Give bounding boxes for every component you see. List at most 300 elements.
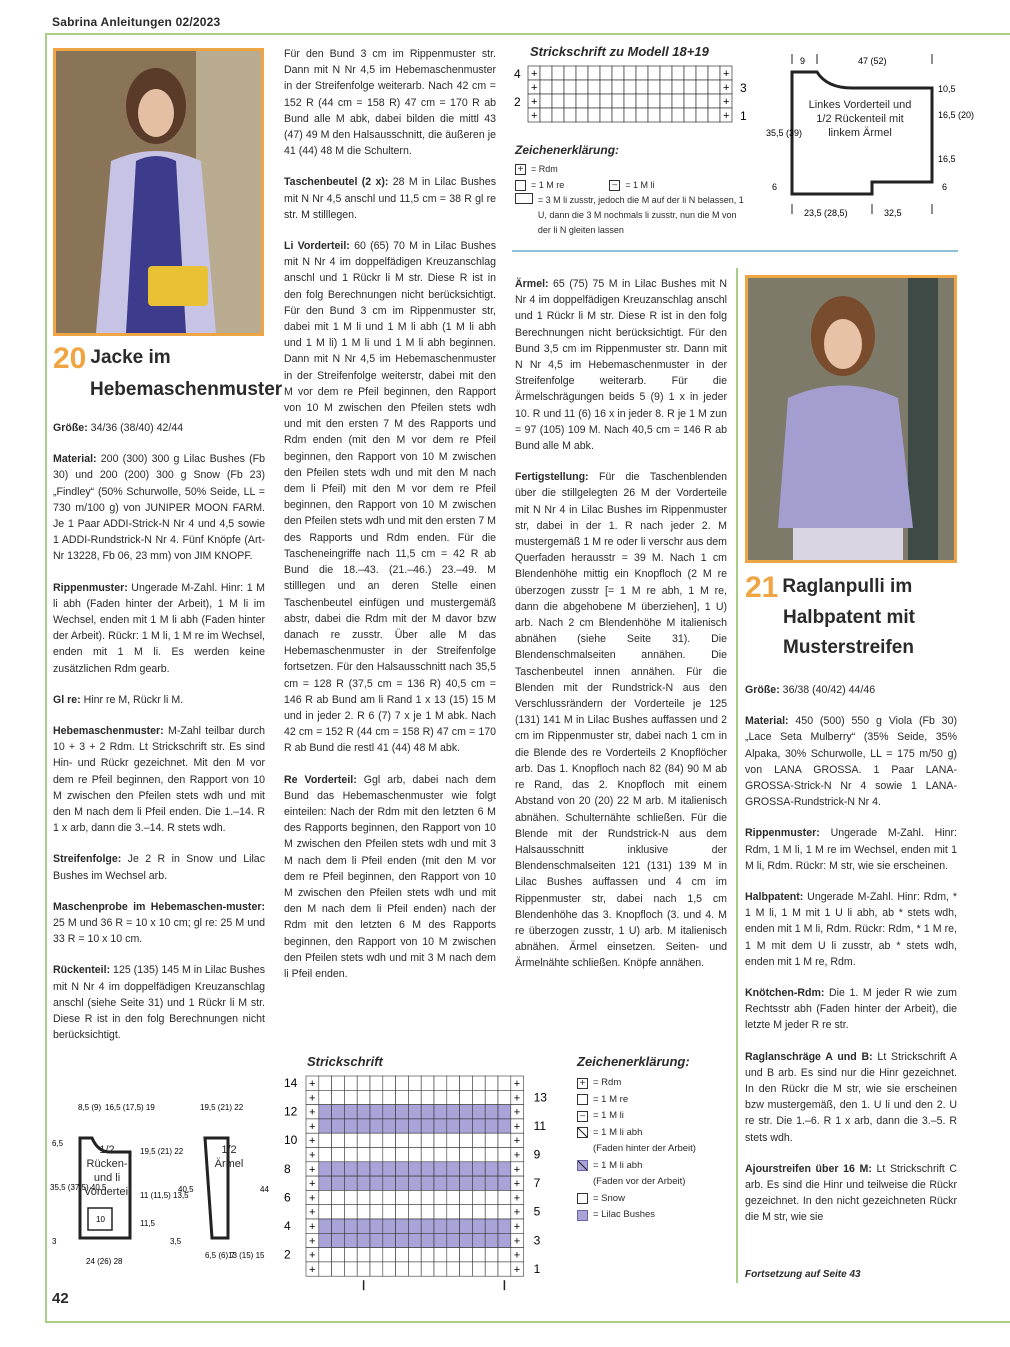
m21-raglan-label: Raglanschräge A und B: (745, 1050, 873, 1063)
chart-cell (708, 108, 720, 122)
chart-cell (447, 1190, 460, 1204)
chart-cell (600, 66, 612, 80)
dash-symbol-icon: – (577, 1111, 588, 1122)
jacket-photo-illustration (56, 51, 261, 333)
model-20-number: 20 (53, 342, 87, 375)
chart-cell (485, 1248, 498, 1262)
chart-cell (396, 1248, 409, 1262)
m21-material-text: 450 (500) 550 g Viola (Fb 30) „Lace Seta Mulberry“ (35% Seide, 35% Alpaka, 30% Schurwolle, LL = 175 m/50 g) von LANA GROSSA. 1 Paar LANA-GROSSA-Strick-N Nr 4 sowie 1 LANA-GROSSA-Rundstrick-N Nr 4. (745, 715, 957, 809)
chart-cell (421, 1248, 434, 1262)
chart-cell (434, 1076, 447, 1090)
chart-cell (612, 66, 624, 80)
chart-cell (485, 1205, 498, 1219)
chart-cell (319, 1119, 332, 1133)
chart-cell (498, 1219, 511, 1233)
chart-cell (370, 1105, 383, 1119)
chart-cell (319, 1233, 332, 1247)
chart-cell (357, 1205, 370, 1219)
chart-cell (383, 1248, 396, 1262)
bottom-knitting-chart (282, 1068, 552, 1298)
chart-cell (672, 108, 684, 122)
chart-cell (408, 1133, 421, 1147)
chart-row-number: 1 (533, 1261, 541, 1276)
chart-cell (564, 94, 576, 108)
chart-cell (588, 66, 600, 80)
chart-row-number: 10 (284, 1133, 298, 1148)
material-text: 200 (300) 300 g Lilac Bushes (Fb 30) und 200 (200) 300 g Snow (Fb 23) „Findley“ (50% Schurwolle, 50% Seide, LL = 730 m/100 g) von JUNIPER MOON FARM. Je 1 Paar ADDI-Strick-N Nr 4 und 4,5 sowie 1 ADDI-Rundstrick-N Nr 4. Fünf Knöpfe (Art-Nr 13228, Fb 06, 23 mm) von JIM KNOPF. (53, 453, 265, 563)
chart-cell (396, 1262, 409, 1276)
chart-cell (319, 1162, 332, 1176)
chart-cell-mark: + (723, 68, 730, 80)
chart-cell (708, 80, 720, 94)
chart-cell (684, 108, 696, 122)
chart-cell (383, 1105, 396, 1119)
chart-cell (460, 1176, 473, 1190)
column-2 (284, 46, 496, 997)
dash-symbol-icon: – (609, 180, 620, 191)
chart-cell (344, 1248, 357, 1262)
chart-cell (370, 1162, 383, 1176)
chart-cell (460, 1162, 473, 1176)
lilac-swatch-icon (577, 1210, 588, 1221)
chart-cell (447, 1176, 460, 1190)
chart-cell (460, 1248, 473, 1262)
chart-cell (408, 1090, 421, 1104)
chart-cell (408, 1219, 421, 1233)
bottom-legend (577, 1075, 696, 1224)
chart-cell-mark: + (309, 1206, 316, 1219)
chart-cell (421, 1119, 434, 1133)
chart-cell-mark: + (309, 1163, 316, 1176)
m21-size-label: Größe: (745, 684, 780, 696)
chart-cell (357, 1219, 370, 1233)
rippen-text: Ungerade M-Zahl. Hinr: 1 M li abh (Faden hinter der Arbeit), 1 M li im Wechsel, enden mit 1 M li abh (Faden hinter der Arbeit). Rückr: 1 M li, 1 M re im Wechsel, enden mit 1 M li. Es werden keine zusätzlichen Rdm gearb. (53, 581, 265, 675)
chart-cell (447, 1248, 460, 1262)
chart-cell (344, 1090, 357, 1104)
chart-cell (540, 66, 552, 80)
chart-cell (370, 1205, 383, 1219)
chart-cell (636, 94, 648, 108)
chart-cell (660, 94, 672, 108)
chart-cell (472, 1148, 485, 1162)
chart-cell-mark: + (309, 1092, 316, 1105)
chart-cell (319, 1190, 332, 1204)
chart-cell (434, 1105, 447, 1119)
top-legend (515, 161, 745, 238)
chart-cell (600, 94, 612, 108)
chart-cell (498, 1176, 511, 1190)
chart-row-number: 5 (533, 1204, 541, 1219)
chart-cell (498, 1162, 511, 1176)
column-4 (745, 682, 957, 1241)
chart-cell (357, 1262, 370, 1276)
chart-cell (383, 1090, 396, 1104)
chart-cell-mark: + (723, 82, 730, 94)
revorder-text: Ggl arb, dabei nach dem Bund das Hebemaschenmuster wie folgt einteilen: Nach der Rdm mit den letzten 6 M des Rapports beginnen, den Rapport von 10 M zwischen den Pfeilen stets wdh und mit 3 M nach dem li Pfeil enden (mit den M vor dem re Pfeil beginnen, den Rapport von 10 M zwischen den Pfeilen stets wdh und mit den M nach dem li Pfeil enden) nach der Rdm mit den letzten 6 M des Rapports beginnen, den Rapport von 10 M zwischen den Pfeilen stets wdh und mit 3 M nach dem li Pfeil enden. (284, 773, 496, 980)
dim-3-left: 3 (52, 1237, 57, 1246)
legend-li: – = 1 M li (577, 1108, 696, 1125)
chart-cell (460, 1205, 473, 1219)
page-number: 42 (52, 1290, 69, 1307)
chart-cell (434, 1176, 447, 1190)
chart-cell (370, 1076, 383, 1090)
chart-cell-mark: + (531, 110, 538, 122)
chart-cell (460, 1233, 473, 1247)
legend-abh-back-note: (Faden hinter der Arbeit) (593, 1143, 696, 1154)
chart-cell (383, 1162, 396, 1176)
chart-cell (357, 1133, 370, 1147)
chart-cell (485, 1219, 498, 1233)
chart-cell (447, 1262, 460, 1276)
chart-cell (588, 80, 600, 94)
top-chart-row-3: 3 (740, 81, 747, 95)
chart-cell (485, 1090, 498, 1104)
chart-cell-mark: + (309, 1235, 316, 1248)
hebe-label: Hebemaschenmuster: (53, 725, 164, 738)
top-legend-rdm: + = Rdm (515, 161, 745, 177)
chart-cell (485, 1133, 498, 1147)
chart-cell (357, 1090, 370, 1104)
tasche-text: 28 M in Lilac Bushes mit N Nr 4,5 anschl und 11,5 cm = 38 R gl re str. M stilllegen. (284, 176, 496, 221)
chart-cell (383, 1190, 396, 1204)
chart-cell (332, 1219, 345, 1233)
pullover-photo-illustration (748, 278, 954, 560)
chart-cell-mark: + (531, 96, 538, 108)
chart-cell (552, 66, 564, 80)
top-chart-row-2: 2 (514, 95, 521, 109)
material-label: Material: (53, 453, 97, 466)
chart-cell (564, 108, 576, 122)
chart-cell (447, 1105, 460, 1119)
chart-cell (408, 1162, 421, 1176)
dim-23-5: 23,5 (28,5) (804, 208, 848, 218)
chart-cell (344, 1105, 357, 1119)
model-21-number: 21 (745, 571, 779, 604)
chart-cell (447, 1162, 460, 1176)
chart-cell (344, 1233, 357, 1247)
chart-cell (447, 1205, 460, 1219)
chart-cell (434, 1262, 447, 1276)
chart-cell (498, 1119, 511, 1133)
chart-cell (383, 1233, 396, 1247)
model-21-title-line2: Halbpatent mit (783, 607, 915, 628)
chart-cell (636, 80, 648, 94)
chart-cell (421, 1090, 434, 1104)
chart-cell (564, 66, 576, 80)
chart-cell (421, 1176, 434, 1190)
dim-44: 44 (260, 1185, 269, 1194)
top-legend-title: Zeichenerklärung: (515, 143, 620, 157)
model-20-photo (53, 48, 264, 336)
dim-19-5-side: 19,5 (21) 22 (140, 1147, 184, 1156)
chart-cell (408, 1176, 421, 1190)
chart-cell (472, 1176, 485, 1190)
chart-cell (472, 1233, 485, 1247)
dim-6-right: 6 (942, 182, 948, 192)
chart-cell (332, 1162, 345, 1176)
chart-cell (434, 1133, 447, 1147)
chart-cell (370, 1148, 383, 1162)
chart-row-number: 2 (284, 1247, 291, 1262)
livorder-text: 60 (65) 70 M in Lilac Bushes mit N Nr 4 im doppelfädigen Kreuzanschlag anschl und 1 Rückr li M str. Diese R ist in den folg Berechnungen nicht berücksichtigt. Für den Bund 3 cm im Rippenmuster str, dabei mit 1 M li und 1 M li abh (1 M li abh und 1 M li) 1 M li und 1 M li abh beginnen. Dann mit N Nr 4,5 im Hebemaschenmuster in der Streifenfolge weiterstr, dabei mit den M vor dem re Pfeil beginnen, den Rapport von 10 M zwischen den Pfeilen stets wdh und mit den ersten 7 M des Rapports und Rdm enden (mit den M vor dem re Pfeil beginnen, den Rapport von 10 M zwischen den Pfeilen stets wdh und mit den M nach dem li Pfeil) mit den M vor dem re Pfeil beginnen, den Rapport von 10 M zwischen den Pfeilen stets wdh und mit den ersten 7 M des Rapports und Rdm enden. Für die Tascheneingriffe nach 11,5 cm = 42 R ab Bund die 18.–43. (21.–46.) 23.–49. M stilllegen und an deren Stelle einen Taschenbeutel einfügen und mustergemäß abstr, dabei die Rdm mit der M davor bzw danach re zusstr. Über alle M das Hebemaschenmuster in der Streifenfolge fortsetzen. Für den Halsausschnitt nach 35,5 cm = 128 R (37,5 cm = 136 R) 40,5 cm = 146 R ab Bund am li Rand 1 x 13 (15) 15 M und in jeder 2. R 6 (7) 7 x je 1 M abk. Nach 42 cm = 152 R (44 cm = 158 R) 47 cm = 170 R ab Bund die restl 41 (44) 48 M abk. (284, 240, 497, 755)
model-21-title (745, 572, 912, 604)
dim-35-5: 35,5 (39) (766, 128, 803, 138)
chart-cell (383, 1219, 396, 1233)
chart-cell (648, 66, 660, 80)
chart-cell (540, 108, 552, 122)
chart-cell-mark: + (513, 1178, 521, 1191)
chart-cell (408, 1233, 421, 1247)
chart-cell-mark: + (531, 82, 538, 94)
size-label: Größe: (53, 422, 88, 434)
chart-cell (434, 1148, 447, 1162)
chart-cell (434, 1248, 447, 1262)
ruecken-schematic-label: 1/2 Rücken- und li Vorderteil (84, 1144, 131, 1198)
chart-cell (434, 1190, 447, 1204)
chart-cell (696, 94, 708, 108)
dim-16-5: 16,5 (938, 154, 956, 164)
chart-cell (319, 1148, 332, 1162)
chart-cell (460, 1190, 473, 1204)
top-chart-row-4: 4 (514, 67, 521, 81)
chart-cell-mark: + (513, 1149, 521, 1162)
m21-ajour-text: Lt Strickschrift C arb. Es sind die Hinr und teilweise die Rückr gezeichnet. In den nicht gezeichneten Rückr die M str, wie sie (745, 1162, 957, 1224)
chart-cell (421, 1148, 434, 1162)
hebe-text: M-Zahl teilbar durch 10 + 3 + 2 Rdm. Lt Strickschrift str. Es sind Hin- und Rückr gezeichnet. Mit den M vor dem re Pfeil beginnen, den Rapport von 10 M zwischen den Pfeilen stets wdh und mit den M nach dem li Pfeil enden. Die 1.–14. R 1 x arb, dann die 3.–14. R stets wdh. (53, 725, 265, 835)
dim-32-5: 32,5 (884, 208, 902, 218)
m21-halb-label: Halbpatent: (745, 891, 804, 904)
chart-cell (498, 1090, 511, 1104)
probe-label: Maschenprobe im Hebemaschen-muster: (53, 900, 265, 913)
chart-cell (332, 1090, 345, 1104)
chart-cell (540, 94, 552, 108)
chart-cell (370, 1090, 383, 1104)
dim-19-5-sleeve: 19,5 (21) 22 (200, 1103, 244, 1112)
chart-cell-mark: + (513, 1106, 521, 1119)
legend-re: = 1 M re (577, 1092, 696, 1109)
chart-cell (332, 1176, 345, 1190)
chart-cell (434, 1219, 447, 1233)
chart-row-number: 8 (284, 1161, 291, 1176)
chart-row-number: 12 (284, 1104, 298, 1119)
chart-cell (460, 1133, 473, 1147)
chart-cell (357, 1076, 370, 1090)
chart-cell (370, 1190, 383, 1204)
col2-intro: Für den Bund 3 cm im Rippenmuster str. Dann mit N Nr 4,5 im Hebemaschenmuster in der Streifenfolge weiterarb. Nach 42 cm = 152 R (44 cm = 158 R) 47 cm = 170 R ab Bund alle M abk, dabei bilden die mittl 43 (47) 49 M den Halsausschnitt, die äußeren je 41 (44) 48 M die Schultern. (284, 48, 496, 158)
chart-cell (472, 1105, 485, 1119)
chart-cell (472, 1219, 485, 1233)
ruecken-label: Rückenteil: (53, 964, 111, 977)
chart-cell (370, 1119, 383, 1133)
chart-cell (485, 1262, 498, 1276)
chart-cell (332, 1205, 345, 1219)
chart-cell (472, 1133, 485, 1147)
chart-cell (357, 1248, 370, 1262)
chart-cell (472, 1076, 485, 1090)
chart-cell (447, 1133, 460, 1147)
chart-cell (552, 108, 564, 122)
column-3 (515, 276, 727, 987)
chart-cell-mark: + (309, 1221, 316, 1233)
snow-swatch-icon (577, 1193, 588, 1204)
chart-cell (396, 1233, 409, 1247)
chart-cell (332, 1233, 345, 1247)
chart-cell (472, 1119, 485, 1133)
legend-abh-front: = 1 M li abh (577, 1158, 696, 1175)
chart-cell (421, 1262, 434, 1276)
chart-cell (332, 1248, 345, 1262)
chart-cell (357, 1148, 370, 1162)
chart-cell (408, 1262, 421, 1276)
chart-cell (498, 1233, 511, 1247)
m21-knoet-label: Knötchen-Rdm: (745, 987, 825, 1000)
chart-row-number: 6 (284, 1190, 291, 1205)
chart-cell (357, 1105, 370, 1119)
bottom-legend-title: Zeichenerklärung: (577, 1054, 690, 1069)
chart-cell (624, 108, 636, 122)
top-legend-3m: = 3 M li zusstr, jedoch die M auf der li N belassen, 1 U, dann die 3 M nochmals li zusstr, nun die M von der li N gleiten lassen (515, 193, 745, 238)
chart-cell (332, 1262, 345, 1276)
chart-cell (344, 1119, 357, 1133)
chart-cell (332, 1119, 345, 1133)
chart-cell (588, 108, 600, 122)
m21-ajour-label: Ajourstreifen über 16 M: (745, 1162, 872, 1175)
chart-cell (472, 1190, 485, 1204)
chart-cell (624, 80, 636, 94)
legend-lilac: = Lilac Bushes (577, 1207, 696, 1224)
chart-cell (684, 94, 696, 108)
chart-cell (370, 1248, 383, 1262)
probe-text: 25 M und 36 R = 10 x 10 cm; gl re: 25 M und 33 R = 10 x 10 cm. (53, 917, 265, 946)
chart-cell (612, 94, 624, 108)
dim-10-5: 10,5 (938, 84, 956, 94)
glre-text: Hinr re M, Rückr li M. (80, 693, 184, 706)
chart-cell-mark: + (513, 1192, 521, 1205)
chart-cell (319, 1205, 332, 1219)
chart-cell (576, 108, 588, 122)
chart-cell (421, 1205, 434, 1219)
fertig-text: Für die Taschenblenden über die stillgelegten 26 M der Vorderteile mit N Nr 4 in Lilac Bushes im Rippenmuster str, dabei in der 1. R nach jeder 2. M mustergemäß 1 M re oder li verschr aus dem Querfaden herausstr = 39 M. Nach 1 cm Blendenhöhe mittig ein Knopfloch (2 M re überzogen zusstr [= 1 M re abh, 1 M re, dann die abgehobene M überziehen], 1 U) arb. Nach 2 cm Blendenhöhe M italienisch abnähen (siehe Seite 31). Die Blendenschmalseiten annähen. Die Taschenbeutel innen annähen. Für die Blenden mit der Rundstrick-N aus den Verschlussrändern der Vorderteile je 125 (131) 141 M in Lilac Bushes auffassen und 2 cm im Rippenmuster str, dabei nach 1 cm in die Blende des re Vorderteils 2 Knopflöcher arb. Das 1. Knopfloch nach 82 (84) 90 M ab re Rand, das 2. Knopfloch mit einem Abstand von 20 (20) 22 M arb. M italienisch abnähen. Schulternähte schließen. Für die Blende mit der Rundstrick-N aus dem Halsausschnitt inklusive der Blendenschmalseiten 121 (131) 139 M in Lilac Bushes auffassen und 4 cm im Rippenmuster str, dabei nach 1,5 cm Blendenhöhe das 3. Knopfloch (3. und 4. M re überzogen zusstr, 1 U) arb. M italienisch abnähen. Ärmel einsetzen. Seiten- und Ärmelnähte schließen. Knöpfe annähen. (515, 471, 727, 970)
chart-cell (672, 66, 684, 80)
dim-16-5-17-5: 16,5 (17,5) 19 (105, 1103, 155, 1112)
dim-8-5: 8,5 (9) (78, 1103, 102, 1112)
model-21-title-line3: Musterstreifen (783, 637, 914, 658)
chart-cell (576, 94, 588, 108)
chart-cell (472, 1205, 485, 1219)
m21-halb-text: Ungerade M-Zahl. Hinr: Rdm, * 1 M li, 1 M mit 1 U li abh, ab * stets wdh, enden mit 1 M li, Rdm. Rückr: Rdm, * 1 M re, 1 M mit dem U li zusstr, ab * stets wdh, enden mit 1 M re, Rdm. (745, 891, 957, 968)
chart-cell (552, 80, 564, 94)
chart-cell (421, 1162, 434, 1176)
legend-abh-back: = 1 M li abh (577, 1125, 696, 1142)
bottom-chart-title: Strickschrift (307, 1054, 383, 1069)
chart-cell (319, 1219, 332, 1233)
chart-cell (612, 108, 624, 122)
chart-cell (383, 1119, 396, 1133)
bottom-rule (45, 1321, 1010, 1323)
chart-cell (696, 108, 708, 122)
chart-cell (460, 1148, 473, 1162)
dim-10: 10 (96, 1215, 105, 1224)
chart-cell-mark: + (723, 110, 730, 122)
chart-cell (485, 1190, 498, 1204)
chart-row-number: 7 (533, 1176, 541, 1191)
chart-cell (498, 1133, 511, 1147)
chart-cell (383, 1262, 396, 1276)
chart-cell (344, 1148, 357, 1162)
chart-cell (708, 94, 720, 108)
chart-cell (370, 1233, 383, 1247)
chart-cell (434, 1162, 447, 1176)
chart-cell (357, 1233, 370, 1247)
chart-cell (434, 1205, 447, 1219)
chart-cell (485, 1148, 498, 1162)
chart-cell (396, 1219, 409, 1233)
chart-cell (421, 1076, 434, 1090)
plus-symbol-icon: + (577, 1078, 588, 1089)
chart-cell (370, 1262, 383, 1276)
model-20-title-line2: Hebemaschenmuster (90, 379, 283, 400)
m21-size-text: 36/38 (40/42) 44/46 (779, 684, 876, 696)
chart-cell-mark: + (531, 68, 538, 80)
chart-cell (421, 1133, 434, 1147)
top-chart-row-1: 1 (740, 109, 747, 123)
chart-cell (684, 80, 696, 94)
chart-cell (660, 80, 672, 94)
chart-cell (636, 108, 648, 122)
dim-11: 11 (11,5) 13,5 (140, 1191, 189, 1200)
chart-cell (383, 1176, 396, 1190)
chart-cell-mark: + (513, 1092, 521, 1105)
chart-cell (357, 1176, 370, 1190)
m21-raglan-text: Lt Strickschrift A und B arb. Es sind nur die Hinr gezeichnet. In den Rückr die M str, wie sie erscheinen bzw mustergemäß, den 1. U li und den 2. U re str. Die 1.–6. R 1 x arb, dann die 3.–5. R stets wdh. (745, 1050, 957, 1144)
chart-cell-mark: + (309, 1135, 316, 1148)
aermel-label: Ärmel: (515, 278, 549, 290)
chart-cell (672, 94, 684, 108)
chart-cell (696, 66, 708, 80)
chart-cell (648, 108, 660, 122)
chart-cell (447, 1219, 460, 1233)
chart-cell-mark: + (513, 1078, 521, 1090)
chart-cell (396, 1190, 409, 1204)
column-4-rule (736, 268, 738, 1283)
chart-cell-mark: + (513, 1163, 521, 1176)
top-knitting-chart (512, 60, 752, 130)
chart-cell (319, 1076, 332, 1090)
plus-symbol-icon: + (515, 164, 526, 175)
chart-cell (708, 66, 720, 80)
streifen-label: Streifenfolge: (53, 853, 122, 866)
chart-row-number: 14 (284, 1076, 298, 1090)
chart-cell (319, 1248, 332, 1262)
three-stitch-symbol-icon (515, 193, 533, 204)
chart-cell (344, 1219, 357, 1233)
chart-cell (396, 1076, 409, 1090)
dim-35-5-bottom: 35,5 (37,5) 40,5 (50, 1183, 107, 1192)
chart-cell (408, 1148, 421, 1162)
chart-cell (485, 1105, 498, 1119)
chart-cell (460, 1090, 473, 1104)
chart-cell (660, 108, 672, 122)
chart-cell (564, 80, 576, 94)
chart-cell-mark: + (723, 96, 730, 108)
chart-cell (396, 1148, 409, 1162)
chart-cell (383, 1148, 396, 1162)
chart-cell (447, 1119, 460, 1133)
chart-cell (447, 1233, 460, 1247)
chart-cell (332, 1105, 345, 1119)
chart-cell (344, 1076, 357, 1090)
dim-40-5: 40,5 (178, 1185, 194, 1194)
